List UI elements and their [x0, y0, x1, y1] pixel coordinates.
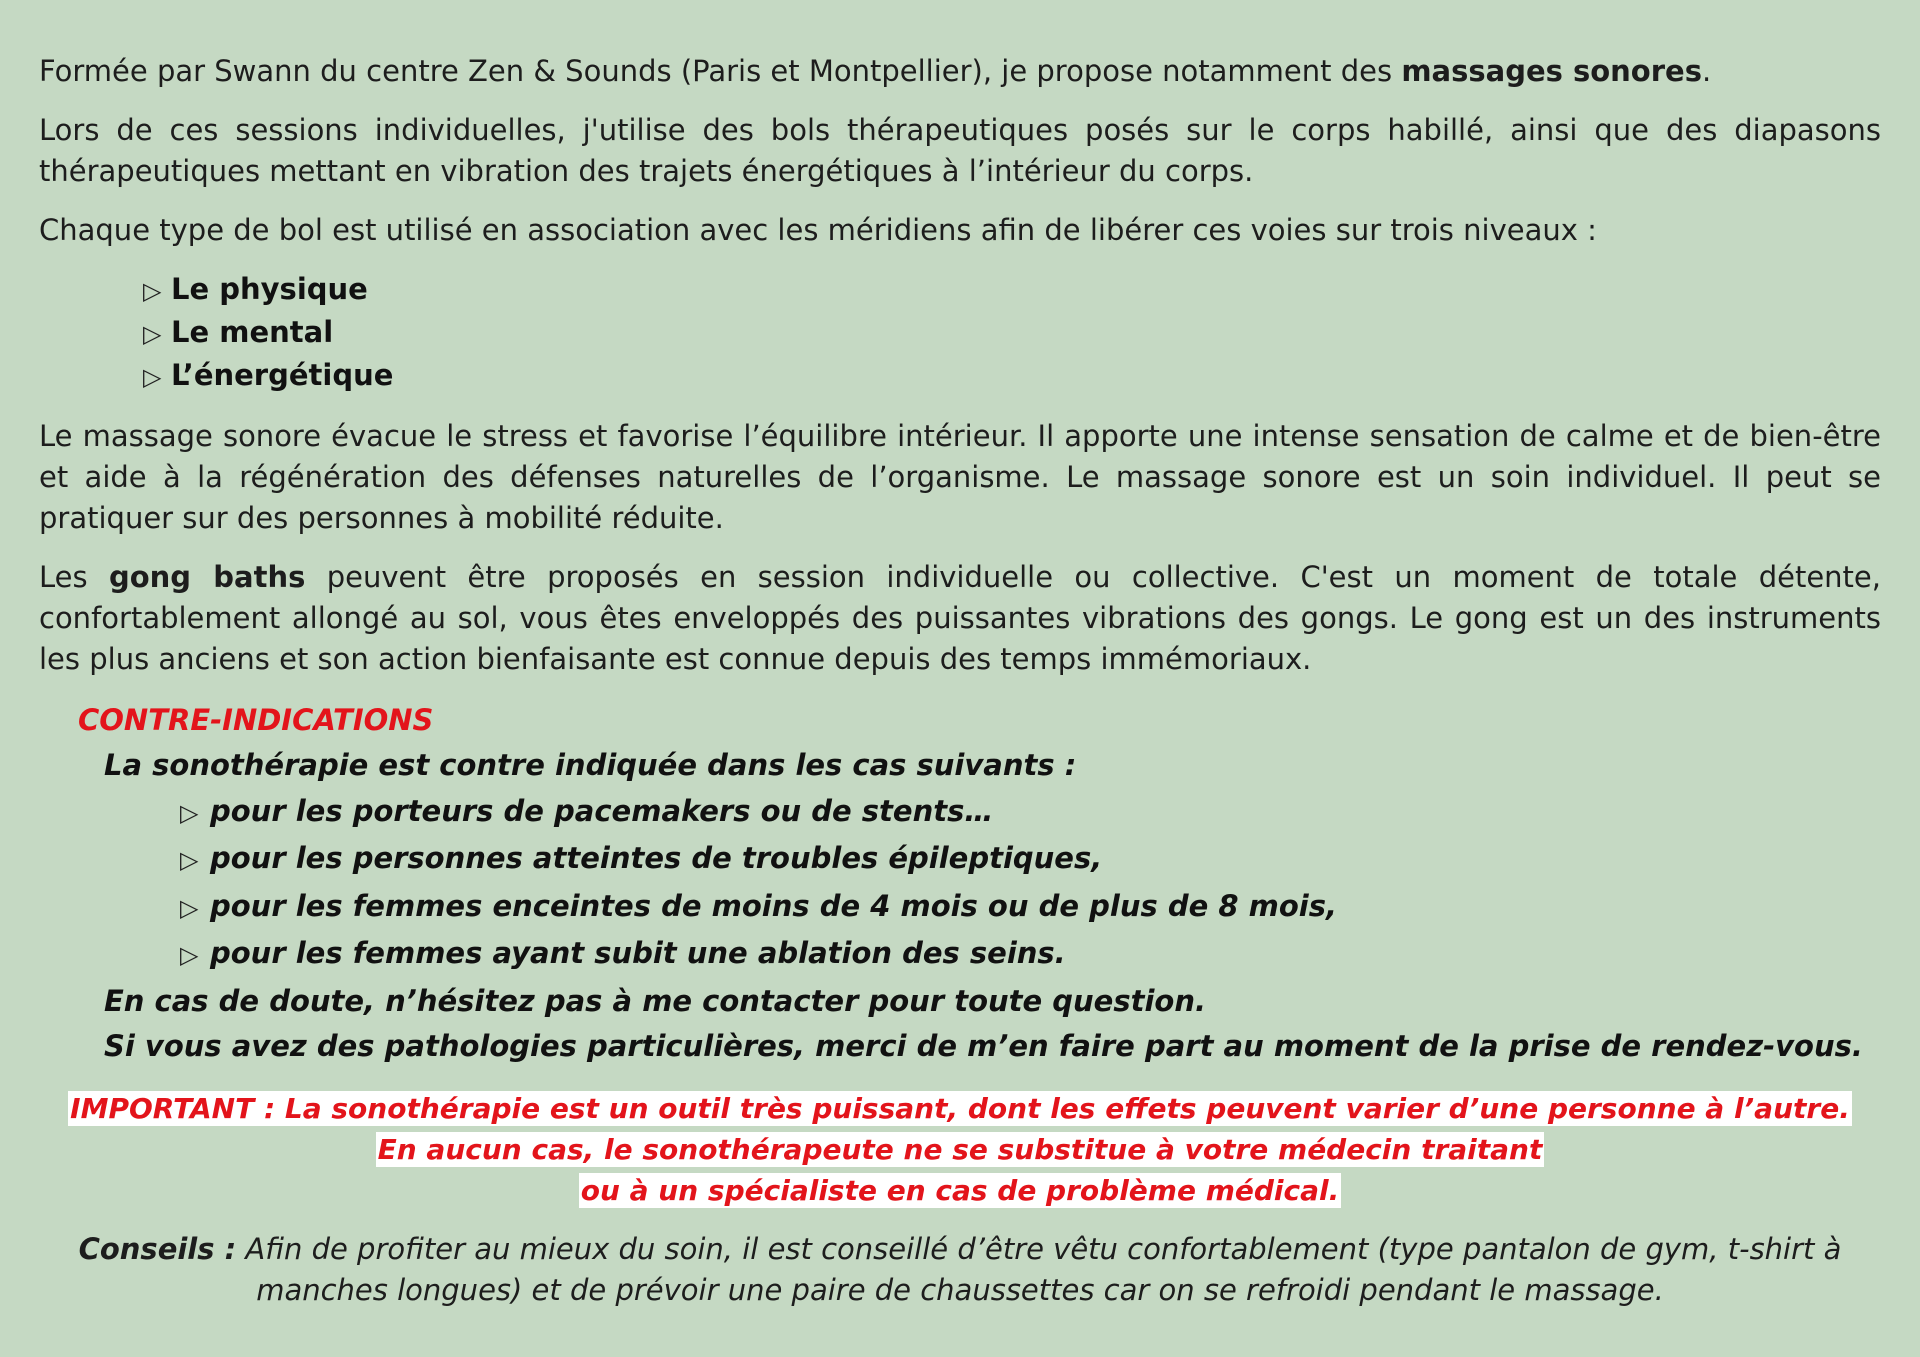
triangle-bullet-icon: ▷ [180, 798, 199, 827]
triangle-bullet-icon: ▷ [180, 846, 199, 874]
contre-indications-list [39, 789, 1881, 979]
intro-text: Formée par Swann du centre Zen & Sounds (Paris et Montpellier), je propose notamment des [39, 54, 1402, 88]
triangle-bullet-icon: ▷ [180, 941, 199, 969]
meridiens-paragraph: Chaque type de bol est utilisé en association avec les méridiens afin de libérer ces voies sur trois niveaux : [39, 213, 1597, 247]
gong-text: Les [39, 560, 109, 594]
doubt-note: En cas de doute, n’hésitez pas à me contacter pour toute question. [104, 983, 1206, 1018]
list-item [180, 789, 1881, 837]
conseils-line-2: manches longues) et de prévoir une paire de chaussettes car on se refroidi pendant le massage. [256, 1272, 1664, 1307]
massage-sonore-paragraph: Le massage sonore évacue le stress et favorise l’équilibre intérieur. Il apporte une intense sensation de calme et de bien-être et aide à la régénération des défenses naturelles de l’organisme. Le massage sonore est un soin individuel. Il peut se pratiquer sur des personnes à mobilité réduite. [39, 419, 1881, 535]
list-item [180, 884, 1881, 932]
contre-indication-text: pour les porteurs de pacemakers ou de stents… [210, 793, 994, 828]
level-label: Le physique [171, 272, 368, 306]
conseils-section [39, 1229, 1881, 1311]
gong-baths-emphasis: gong baths [108, 560, 306, 594]
triangle-bullet-icon: ▷ [143, 363, 162, 391]
list-item [143, 355, 1881, 398]
intro-text-end: . [1701, 54, 1712, 88]
sessions-paragraph: Lors de ces sessions individuelles, j'utilise des bols thérapeutiques posés sur le corps habillé, ainsi que des diapasons thérapeutiques mettant en vibration des trajets énergétiques à l’intérieur du corps. [39, 113, 1881, 188]
contre-indications-section [39, 743, 1881, 1070]
contre-indications-heading: CONTRE-INDICATIONS [78, 703, 434, 737]
important-line-1: IMPORTANT : La sonothérapie est un outil très puissant, dont les effets peuvent varier d’une personne à l’autre. [70, 1091, 1850, 1125]
important-notice [39, 1088, 1881, 1211]
list-item [180, 836, 1881, 884]
level-label: L’énergétique [171, 358, 394, 392]
triangle-bullet-icon: ▷ [143, 277, 162, 305]
pathologies-note: Si vous avez des pathologies particulières, merci de m’en faire part au moment de la prise de rendez-vous. [104, 1029, 1863, 1063]
triangle-bullet-icon: ▷ [143, 320, 162, 348]
list-item [180, 931, 1881, 979]
contre-indication-text: pour les femmes ayant subit une ablation des seins. [210, 936, 1066, 970]
conseils-label: Conseils : [78, 1231, 237, 1266]
intro-paragraph [39, 51, 1881, 92]
important-line-2: En aucun cas, le sonothérapeute ne se substitue à votre médecin traitant [377, 1132, 1543, 1166]
conseils-line-1: Afin de profiter au mieux du soin, il est conseillé d’être vêtu confortablement (type pantalon de gym, t-shirt à [236, 1231, 1842, 1266]
levels-list [39, 269, 1881, 398]
gong-baths-paragraph [39, 557, 1881, 680]
list-item [143, 312, 1881, 355]
massages-sonores-emphasis: massages sonores [1401, 54, 1702, 88]
contre-indications-intro: La sonothérapie est contre indiquée dans les cas suivants : [104, 748, 1077, 782]
level-label: Le mental [171, 315, 334, 349]
contre-indication-text: pour les femmes enceintes de moins de 4 mois ou de plus de 8 mois, [210, 888, 1337, 923]
triangle-bullet-icon: ▷ [180, 893, 199, 922]
contre-indication-text: pour les personnes atteintes de troubles épileptiques, [210, 841, 1103, 875]
gong-text-end: peuvent être proposés en session individuelle ou collective. C'est un moment de totale détente, confortablement allongé au sol, vous êtes enveloppés des puissantes vibrations des gongs. Le gong est un des instruments les plus anciens et son action bienfaisante est connue depuis des temps immémoriaux. [39, 560, 1881, 676]
important-line-3: ou à un spécialiste en cas de problème médical. [580, 1173, 1340, 1207]
list-item [143, 269, 1881, 312]
